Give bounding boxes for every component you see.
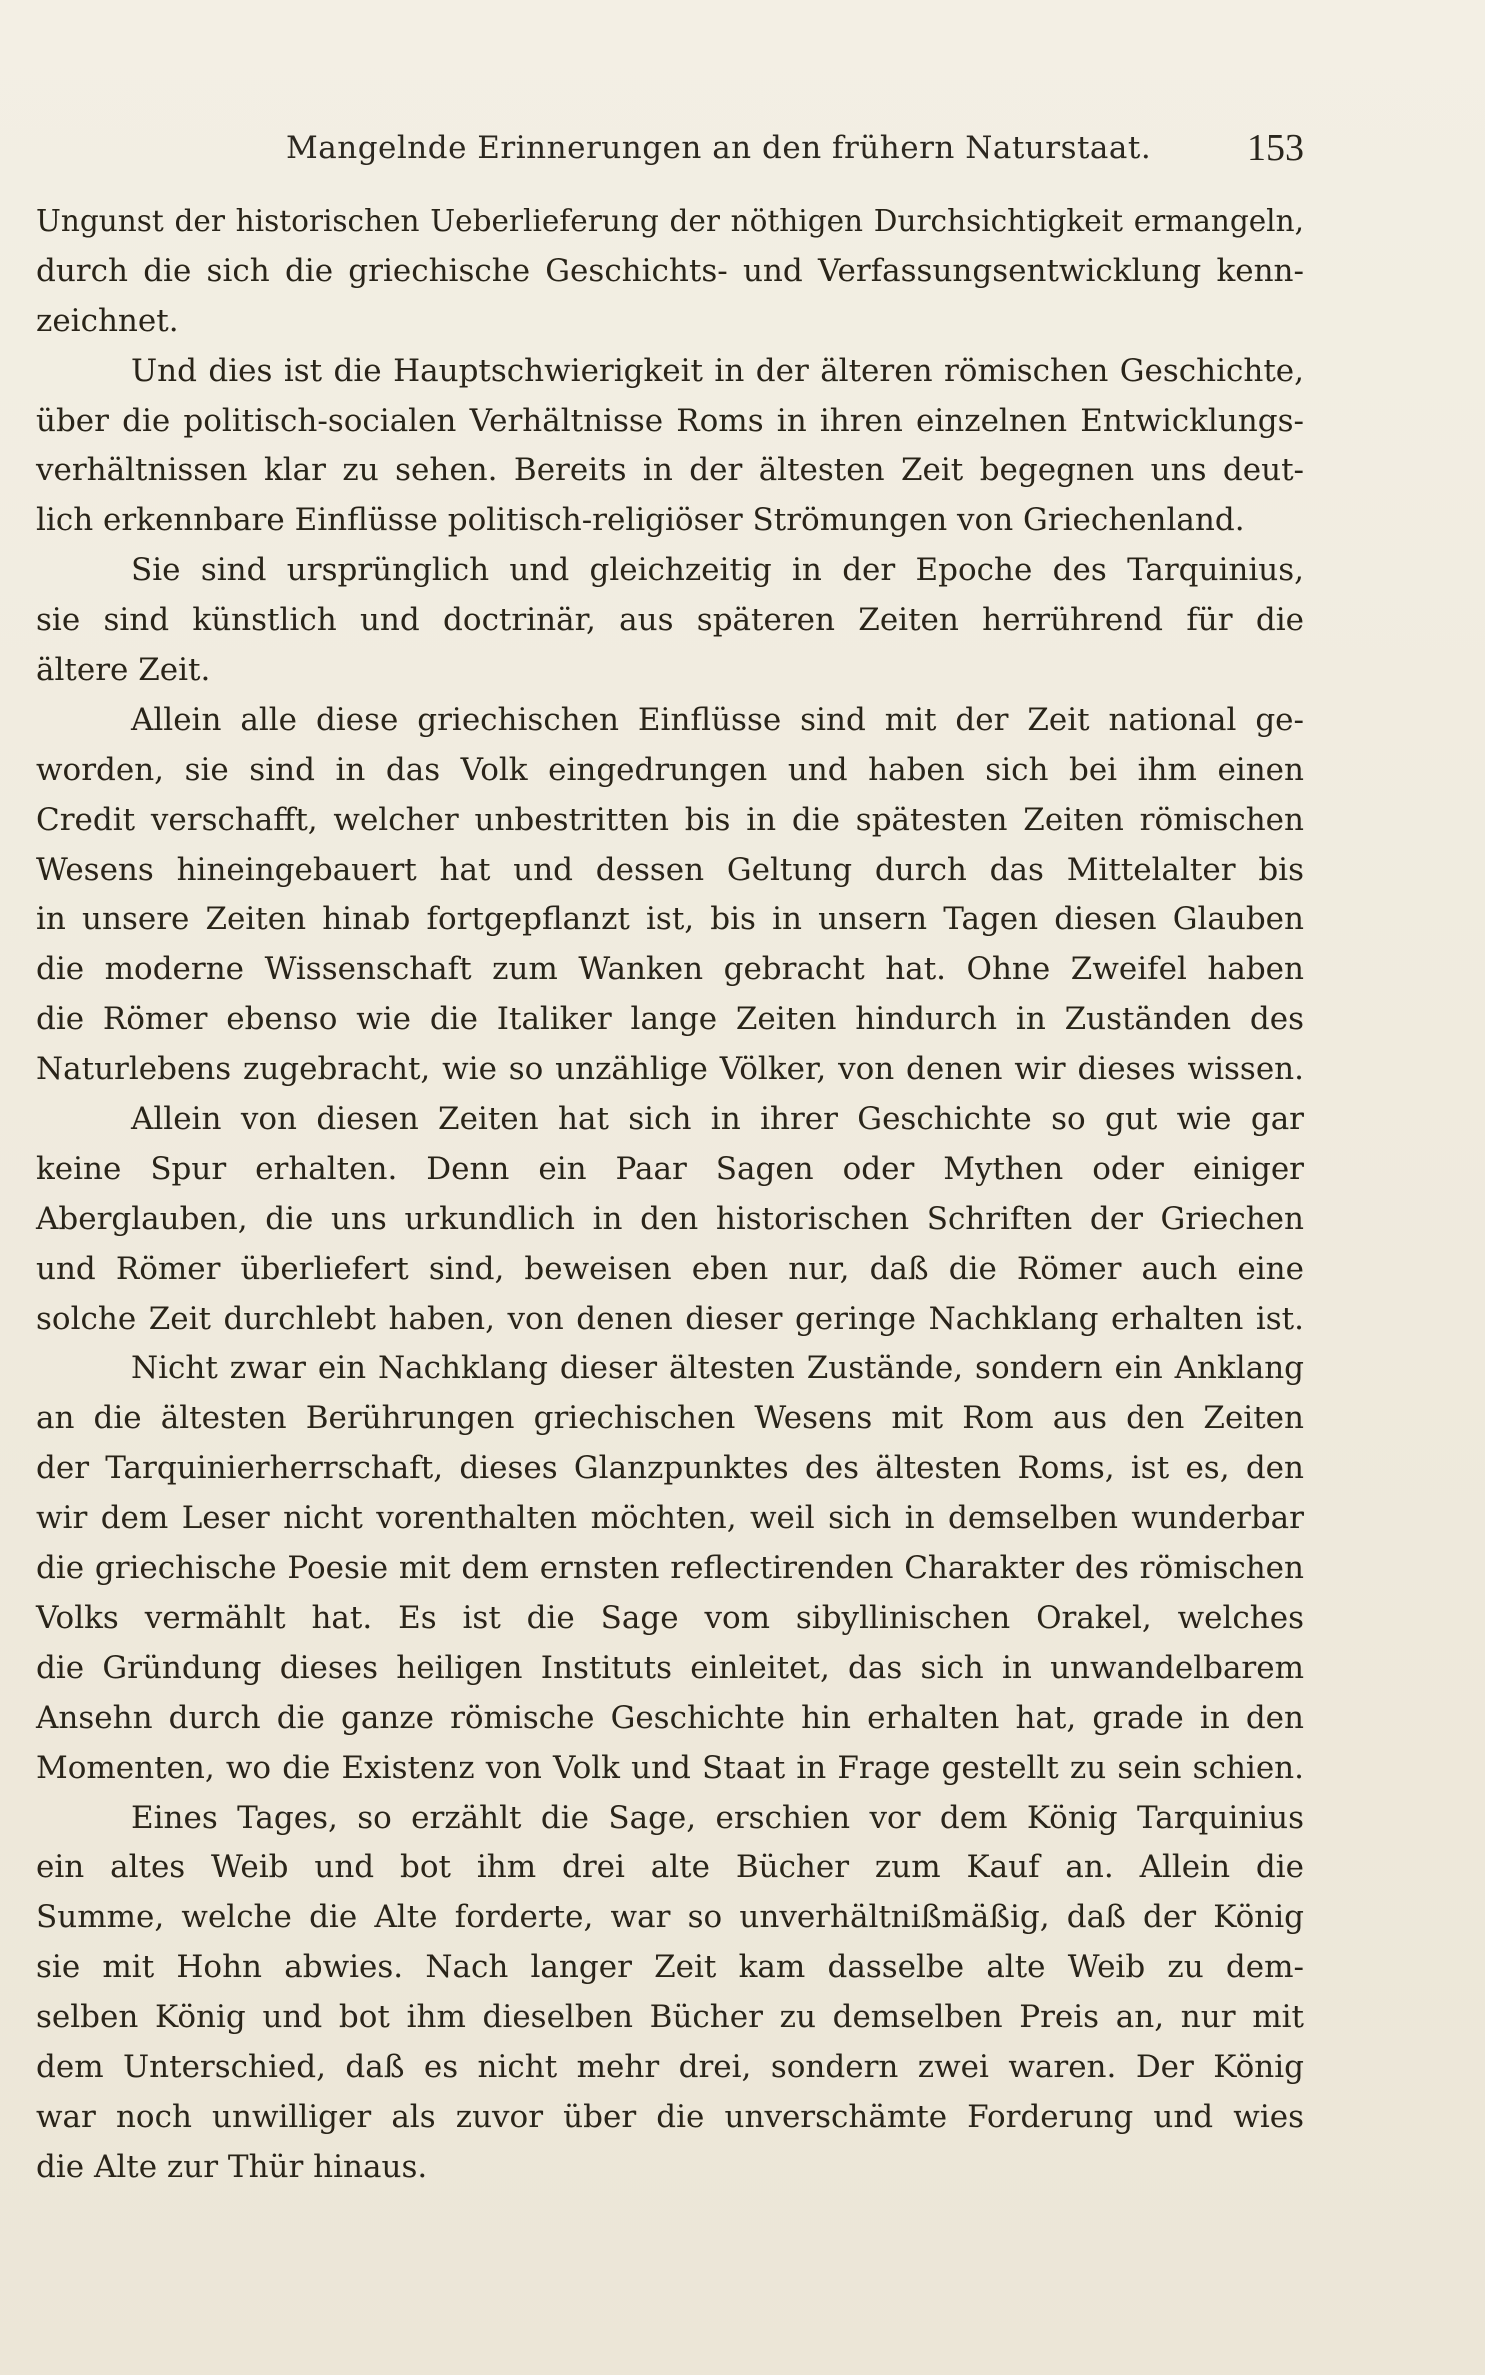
text-line: Sie sind ursprünglich und gleichzeitig in der Epoche des Tarquinius, bbox=[131, 552, 1304, 589]
text-line: die griechische Poesie mit dem ernsten reflectirenden Charakter des römischen bbox=[36, 1550, 1304, 1587]
text-line: sie sind künstlich und doctrinär, aus späteren Zeiten herrührend für die bbox=[36, 602, 1304, 639]
text-line: Nicht zwar ein Nachklang dieser ältesten Zustände, sondern ein Anklang bbox=[131, 1350, 1304, 1387]
text-line: die Alte zur Thür hinaus. bbox=[36, 2148, 428, 2185]
text-line: verhältnissen klar zu sehen. Bereits in der ältesten Zeit begegnen uns deut- bbox=[36, 452, 1304, 489]
text-line: die moderne Wissenschaft zum Wanken gebracht hat. Ohne Zweifel haben bbox=[36, 951, 1304, 988]
text-line: Naturlebens zugebracht, wie so unzählige Völker, von denen wir dieses wissen. bbox=[36, 1051, 1304, 1088]
text-line: über die politisch-socialen Verhältnisse Roms in ihren einzelnen Entwicklungs- bbox=[36, 402, 1304, 439]
text-line: dem Unterschied, daß es nicht mehr drei, sondern zwei waren. Der König bbox=[36, 2048, 1304, 2085]
text-line: die Gründung dieses heiligen Instituts einleitet, das sich in unwandelbarem bbox=[36, 1649, 1304, 1686]
text-line: Volks vermählt hat. Es ist die Sage vom sibyllinischen Orakel, welches bbox=[36, 1599, 1304, 1636]
text-line: worden, sie sind in das Volk eingedrungen und haben sich bei ihm einen bbox=[36, 751, 1304, 788]
text-line: Summe, welche die Alte forderte, war so unverhältnißmäßig, daß der König bbox=[36, 1899, 1304, 1936]
text-line: an die ältesten Berührungen griechischen Wesens mit Rom aus den Zeiten bbox=[36, 1400, 1304, 1437]
text-line: Wesens hineingebauert hat und dessen Geltung durch das Mittelalter bis bbox=[36, 851, 1304, 888]
text-line: lich erkennbare Einflüsse politisch-religiöser Strömungen von Griechenland. bbox=[36, 502, 1245, 539]
text-line: die Römer ebenso wie die Italiker lange Zeiten hindurch in Zuständen des bbox=[36, 1001, 1304, 1038]
text-line: Ansehn durch die ganze römische Geschichte hin erhalten hat, grade in den bbox=[36, 1699, 1304, 1736]
body-text bbox=[36, 197, 1304, 2193]
text-line: Und dies ist die Hauptschwierigkeit in der älteren römischen Geschichte, bbox=[131, 352, 1304, 389]
text-line: und Römer überliefert sind, beweisen eben nur, daß die Römer auch eine bbox=[36, 1250, 1304, 1287]
text-line: Momenten, wo die Existenz von Volk und Staat in Frage gestellt zu sein schien. bbox=[36, 1749, 1304, 1786]
text-line: keine Spur erhalten. Denn ein Paar Sagen oder Mythen oder einiger bbox=[36, 1150, 1304, 1187]
text-line: Ungunst der historischen Ueberlieferung der nöthigen Durchsichtigkeit ermangeln, bbox=[36, 204, 1304, 238]
text-line: Allein von diesen Zeiten hat sich in ihrer Geschichte so gut wie gar bbox=[131, 1101, 1304, 1138]
text-line: Aberglauben, die uns urkundlich in den historischen Schriften der Griechen bbox=[36, 1200, 1304, 1237]
running-head: Mangelnde Erinnerungen an den frühern Naturstaat. bbox=[286, 130, 1152, 166]
text-line: Eines Tages, so erzählt die Sage, erschien vor dem König Tarquinius bbox=[131, 1799, 1304, 1836]
text-line: sie mit Hohn abwies. Nach langer Zeit kam dasselbe alte Weib zu dem- bbox=[36, 1949, 1304, 1986]
text-line: Allein alle diese griechischen Einflüsse sind mit der Zeit national ge- bbox=[131, 701, 1304, 738]
text-line: Credit verschafft, welcher unbestritten bis in die spätesten Zeiten römischen bbox=[36, 801, 1304, 838]
text-line: in unsere Zeiten hinab fortgepflanzt ist, bis in unsern Tagen diesen Glauben bbox=[36, 901, 1304, 938]
page-header bbox=[36, 126, 1304, 170]
text-line: ein altes Weib und bot ihm drei alte Bücher zum Kauf an. Allein die bbox=[36, 1849, 1304, 1886]
text-line: der Tarquinierherrschaft, dieses Glanzpunktes des ältesten Roms, ist es, den bbox=[36, 1450, 1304, 1487]
text-line: solche Zeit durchlebt haben, von denen dieser geringe Nachklang erhalten ist. bbox=[36, 1300, 1304, 1337]
text-line: zeichnet. bbox=[36, 302, 179, 339]
text-line: war noch unwilliger als zuvor über die unverschämte Forderung und wies bbox=[36, 2098, 1304, 2135]
text-line: ältere Zeit. bbox=[36, 652, 211, 689]
page-number: 153 bbox=[1247, 127, 1304, 169]
text-line: wir dem Leser nicht vorenthalten möchten, weil sich in demselben wunderbar bbox=[36, 1500, 1304, 1537]
text-line: selben König und bot ihm dieselben Bücher zu demselben Preis an, nur mit bbox=[36, 1999, 1304, 2036]
text-line: durch die sich die griechische Geschichts- und Verfassungsentwicklung kenn- bbox=[36, 252, 1304, 289]
